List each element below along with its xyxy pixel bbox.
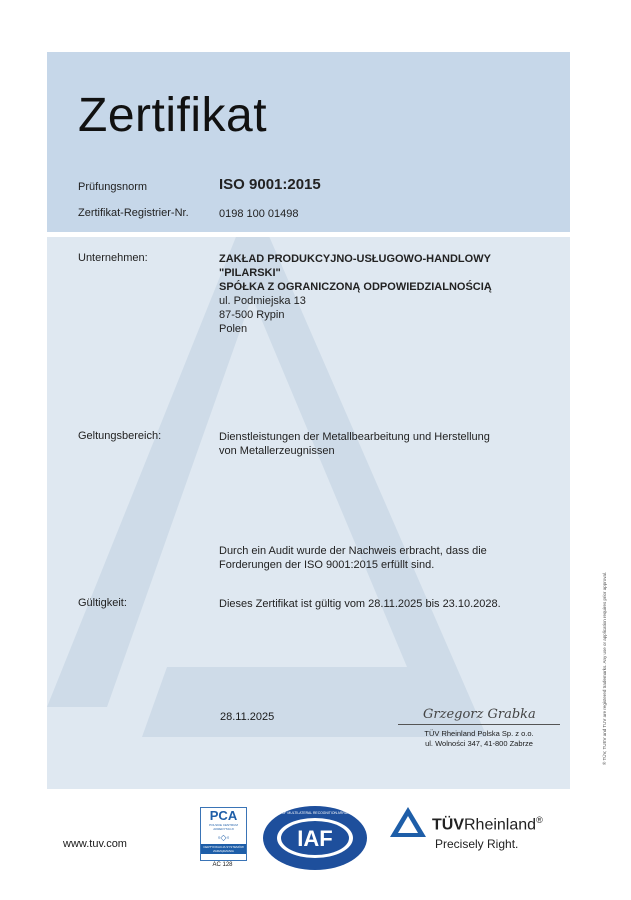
- issue-date: 28.11.2025: [220, 711, 275, 723]
- issuer-name: TÜV Rheinland Polska Sp. z o.o.: [424, 729, 534, 738]
- company-label: Unternehmen:: [78, 252, 148, 264]
- company-street: ul. Podmiejska 13: [219, 295, 306, 307]
- registration-label: Zertifikat-Registrier-Nr.: [78, 207, 189, 219]
- trademark-note: ® TÜV, TUEV and TUV are registered trademarks. Any use or application requires prior approval.: [602, 571, 607, 765]
- validity-text: Dieses Zertifikat ist gültig vom 28.11.2025 bis 23.10.2028.: [219, 598, 501, 610]
- company-name-line3: SPÓŁKA Z OGRANICZONĄ ODPOWIEDZIALNOŚCIĄ: [219, 281, 492, 293]
- issuer-block: [398, 729, 560, 749]
- validity-label: Gültigkeit:: [78, 597, 127, 609]
- tuv-brand-bold: TÜV: [432, 816, 464, 834]
- standard-label: Prüfungsnorm: [78, 181, 148, 193]
- audit-line1: Durch ein Audit wurde der Nachweis erbracht, dass die: [219, 545, 487, 557]
- tuv-tagline: Precisely Right.: [435, 837, 519, 851]
- pca-code: AC 128: [212, 862, 233, 868]
- company-block: [219, 252, 492, 336]
- scope-text: [219, 430, 490, 458]
- iaf-ring-text: MEMBER OF MULTILATERAL RECOGNITION ARRANGEMENT: [265, 811, 365, 815]
- certificate-title: Zertifikat: [78, 89, 268, 142]
- pca-cert: CERTYFIKACJA SYSTEMÓW ZARZĄDZANIA: [201, 844, 246, 854]
- iaf-abbr: IAF: [297, 826, 333, 851]
- scope-label: Geltungsbereich:: [78, 430, 162, 442]
- tuv-triangle-icon: [390, 807, 426, 837]
- issuer-address: ul. Wolności 347, 41-800 Zabrze: [425, 739, 533, 748]
- signature-line: [398, 724, 560, 725]
- tuv-brand-name: [432, 815, 543, 834]
- company-name-line1: ZAKŁAD PRODUKCYJNO-USŁUGOWO-HANDLOWY: [219, 253, 491, 265]
- signature: Grzegorz Grabka: [423, 707, 536, 722]
- audit-line2: Forderungen der ISO 9001:2015 erfüllt sind.: [219, 559, 435, 571]
- pca-accreditation-logo: [200, 807, 245, 868]
- scope-line1: Dienstleistungen der Metallbearbeitung und Herstellung: [219, 431, 490, 443]
- website-link[interactable]: www.tuv.com: [63, 838, 127, 850]
- company-country: Polen: [219, 323, 248, 335]
- company-city: 87-500 Rypin: [219, 309, 285, 321]
- pca-symbol-icon: ◦◇◦: [217, 833, 230, 842]
- audit-statement: [219, 544, 487, 572]
- tuv-brand-reg: ®: [536, 815, 543, 825]
- scope-line2: von Metallerzeugnissen: [219, 445, 335, 457]
- iaf-logo: [262, 805, 368, 871]
- registration-value: 0198 100 01498: [219, 208, 299, 220]
- pca-sub: POLSKIE CENTRUM AKREDYTACJI: [209, 823, 238, 831]
- tuv-brand-rest: Rheinland: [464, 816, 537, 834]
- company-name-line2: "PILARSKI": [219, 267, 281, 279]
- pca-abbr: PCA: [201, 808, 246, 823]
- standard-value: ISO 9001:2015: [219, 176, 321, 193]
